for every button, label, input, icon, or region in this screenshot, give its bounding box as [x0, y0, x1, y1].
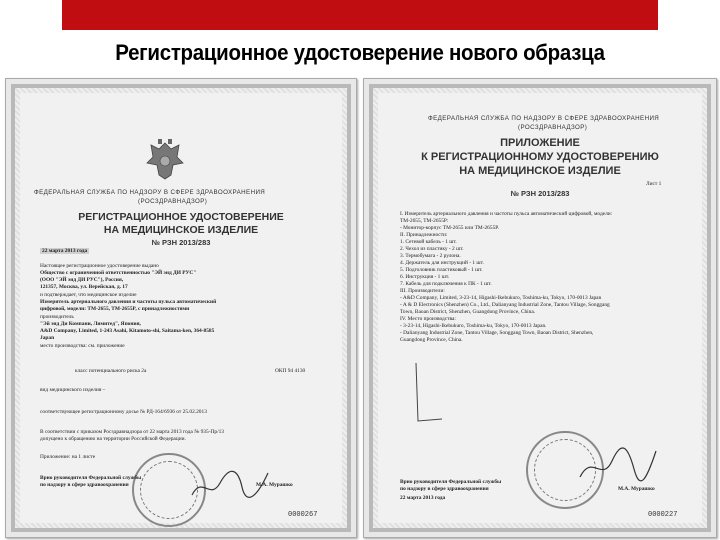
body-line: "Эй энд Ди Компани, Лимитед", Япония,: [40, 321, 141, 327]
appendix-date: 22 марта 2013 года: [400, 495, 446, 501]
appendix-line: - A & D Electronics (Shenzhen) Co., Ltd., Dalianyang Industrial Zone, Tantou Village, Songgang: [400, 302, 610, 308]
appendix-line: 5. Подголовник пластиковый - 1 шт.: [400, 267, 483, 273]
certificate-number: № РЗН 2013/283: [151, 238, 211, 247]
appendix-line: 1. Сетевой кабель - 1 шт.: [400, 239, 457, 245]
appendix-line: 6. Инструкция - 1 шт.: [400, 274, 450, 280]
slide-title: Регистрационное удостоверение нового образца: [115, 40, 605, 65]
appendix-number: № РЗН 2013/283: [510, 189, 570, 198]
signer-title: Врио руководителя Федеральной службы: [40, 475, 142, 481]
appendix-title-line3: НА МЕДИЦИНСКОЕ ИЗДЕЛИЕ: [459, 165, 621, 177]
appendix-title-line2: К РЕГИСТРАЦИОННОМУ УДОСТОВЕРЕНИЮ: [421, 151, 659, 163]
appendix-line: 7. Кабель для подключения к ПК - 1 шт.: [400, 281, 492, 287]
pen-mark-icon: [408, 361, 448, 441]
body-line: A&D Company, Limited, 1-243 Asahi, Kitamoto-shi, Saitama-ken, 364-8585: [40, 328, 215, 334]
device-type: вид медицинского изделия –: [40, 387, 106, 393]
order-line: допущено к обращению на территории Российской Федерации.: [40, 436, 186, 442]
appendix-page: [378, 93, 702, 523]
sheet-label: Лист 1: [646, 181, 662, 187]
appendix-line: - Монитор-корпус TM-2655 или TM-2655P.: [400, 225, 500, 231]
serial-number: 0000227: [648, 511, 678, 519]
signer-name: М.А. Мурашко: [618, 486, 655, 492]
appendix-line: I. Измеритель артериального давления и частоты пульса автоматический цифровой, модели:: [400, 211, 613, 217]
appendix-line: Guangdong Province, China.: [400, 337, 463, 343]
body-line: 121357, Москва, ул. Верейская, д. 17: [40, 284, 128, 290]
body-line: место производства: см. приложение: [40, 343, 125, 349]
appendix-line: TM-2655, TM-2655P:: [400, 218, 449, 224]
appendix-line: 3. Термобумага - 2 рулона.: [400, 253, 461, 259]
appendix-line: 4. Держатель для инструкций - 1 шт.: [400, 260, 484, 266]
agency-abbr: (РОСЗДРАВНАДЗОР): [518, 124, 588, 131]
body-line: Japan: [40, 335, 55, 341]
signer-title: Врио руководителя Федеральной службы: [400, 479, 502, 485]
agency-header: ФЕДЕРАЛЬНАЯ СЛУЖБА ПО НАДЗОРУ В СФЕРЕ ЗДРАВООХРАНЕНИЯ: [428, 115, 660, 122]
okp-code: ОКП 94 4130: [275, 368, 306, 374]
signer-name: М.А. Мурашко: [256, 482, 293, 488]
risk-class: класс потенциального риска 2а: [75, 368, 147, 374]
appendix-note: Приложение: на 1 листе: [40, 454, 96, 460]
order-line: В соответствии с приказом Росздравнадзора от 22 марта 2013 года № 935-Пр/13: [40, 429, 224, 435]
body-line: цифровой, модели: TM-2655, TM-2655P, с принадлежностями: [40, 306, 190, 312]
body-line: Общество с ограниченной ответственностью "ЭЙ энд ДИ РУС": [40, 270, 197, 276]
signer-title: по надзору в сфере здравоохранения: [400, 486, 489, 492]
appendix-line: - Dalianyang Industrial Zone, Tantou Village, Songgang Town, Baoan District, Shenzhen,: [400, 330, 594, 336]
appendix-line: 2. Чехол из пластику - 2 шт.: [400, 246, 464, 252]
body-line: (ООО "ЭЙ энд ДИ РУС"), Россия,: [40, 277, 124, 283]
appendix-line: - 3-23-14, Higashi-Ikebukuro, Toshima-ku, Tokyo, 170-0013 Japan.: [400, 323, 547, 329]
certificate-date: 22 марта 2013 года: [42, 248, 88, 254]
body-line: и подтверждает, что медицинское изделие: [40, 292, 137, 298]
serial-number: 0000267: [288, 511, 318, 519]
appendix-title-line1: ПРИЛОЖЕНИЕ: [500, 137, 580, 149]
body-line: Измеритель артериального давления и частоты пульса автоматический: [40, 299, 217, 305]
body-line: Настоящее регистрационное удостоверение выдано: [40, 263, 159, 269]
appendix-line: IV. Место производства:: [400, 316, 456, 322]
agency-abbr: (РОСЗДРАВНАДЗОР): [138, 198, 208, 205]
agency-header: ФЕДЕРАЛЬНАЯ СЛУЖБА ПО НАДЗОРУ В СФЕРЕ ЗДРАВООХРАНЕНИЯ: [34, 189, 266, 196]
certificate-page: [20, 93, 342, 523]
body-line: производитель: [40, 314, 74, 320]
certificate-appendix-scan: [363, 78, 717, 538]
coat-of-arms-icon: [143, 137, 187, 183]
appendix-line: II. Принадлежности:: [400, 232, 448, 238]
appendix-line: III. Производители:: [400, 288, 445, 294]
appendix-line: Town, Baoan District, Shenzhen, Guangdong Province, China.: [400, 309, 536, 315]
conformity-line: соответствующее регистрационному досье № РД-164/6936 от 25.02.2013: [40, 409, 207, 415]
top-accent-bar: [62, 0, 658, 30]
signer-title: по надзору в сфере здравоохранения: [40, 482, 129, 488]
signature-icon: [578, 445, 658, 487]
registration-certificate-scan: [5, 78, 357, 538]
appendix-line: - A&D Company, Limited, 3-23-14, Higashi-Ikebukuro, Toshima-ku, Tokyo, 170-0013 Japan: [400, 295, 602, 301]
certificate-title-line2: НА МЕДИЦИНСКОЕ ИЗДЕЛИЕ: [103, 224, 259, 236]
certificate-title-line1: РЕГИСТРАЦИОННОЕ УДОСТОВЕРЕНИЕ: [78, 211, 284, 223]
